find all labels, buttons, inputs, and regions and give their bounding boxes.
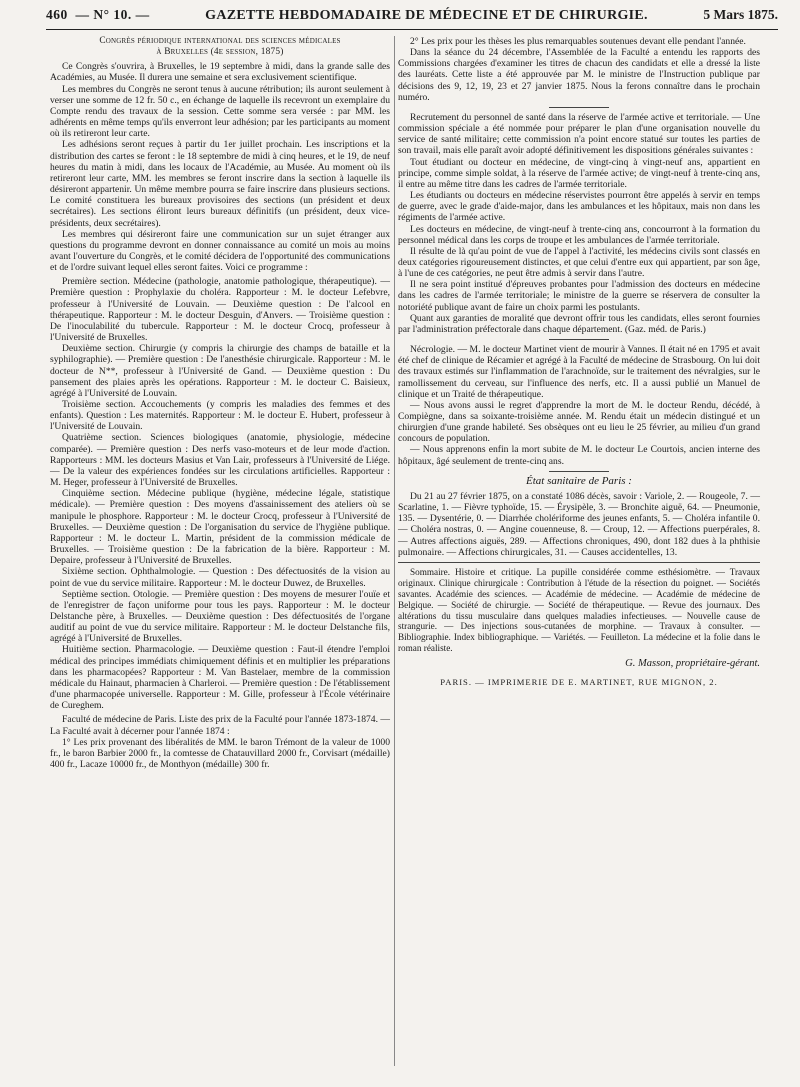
recrutement-paragraph: Recrutement du personnel de santé dans la réserve de l'armée active et territoriale. — Une commission spéciale a été nommée pour préparer le plan d'une organisation nouvelle du service de santé militaire; cette commission n'a point encore statué sur toutes les parties de son travail, mais elle paraît avoir adopté définitivement les dispositions générales suivantes : bbox=[398, 111, 760, 157]
divider bbox=[549, 471, 609, 472]
paragraph: Les membres du Congrès ne seront tenus à aucune rétribution; ils auront seulement à verser une somme de 12 fr. 50 c., en échange de laquelle ils recevront un exemplaire du Compte rendu des travaux de la session. Cette somme sera versée : par MM. les adhérents en même temps qu'ils enverront leur adhésion; par les participants au moment où ils retireront leur carte. bbox=[50, 83, 390, 140]
column-divider bbox=[394, 36, 395, 1066]
paragraph: Ce Congrès s'ouvrira, à Bruxelles, le 19 septembre à midi, dans la grande salle des Académies, au Musée. Il durera une semaine et sera exclusivement scientifique. bbox=[50, 61, 390, 84]
paragraph: Les étudiants ou docteurs en médecine réservistes pourront être appelés à servir en temps de guerre, avec le grade d'aide-major, dans les ambulances et les hôpitaux, mais non dans les régiments de l'armée active. bbox=[398, 190, 760, 224]
section-3-paragraph: Troisième section. Accouchements (y compris les maladies des femmes et des enfants). Question : Les maternités. Rapporteur : M. le docteur E. Hubert, professeur à l'Université de Louvain. bbox=[50, 399, 390, 433]
paragraph: — Nous apprenons enfin la mort subite de M. le docteur Le Courtois, ancien interne des hôpitaux, âgé seulement de trente-cinq ans. bbox=[398, 444, 760, 467]
sommaire-paragraph: Sommaire. Histoire et critique. La pupille considérée comme esthésiomètre. — Travaux originaux. Clinique chirurgicale : Contribution à l'étude de la résection du poignet. — Sociétés savantes. Académie des sciences. — Académie de médecine. — Académie de médecine de Belgique. — Société de chirurgie. — Société de thérapeutique. — Revue des journaux. Des altérations du tissu musculaire dans quelques maladies infectieuses. — Nouvelle cause de strangurie. — Des injections sous-cutanées de morphine. — Travaux à consulter. — Bibliographie. Index bibliographique. — Variétés. — Feuilleton. La médecine et la folie dans le roman réaliste. bbox=[398, 566, 760, 654]
paragraph: Il résulte de là qu'au point de vue de l'appel à l'activité, les médecins civils sont classés en deux catégories rigoureusement distinctes, et que celui d'entre eux qui appartient, par son âge, à l'une de ces catégories, ne peut être admis à servir dans l'autre. bbox=[398, 245, 760, 280]
left-column bbox=[50, 36, 390, 770]
section-8-paragraph: Huitième section. Pharmacologie. — Deuxième question : Faut-il étendre l'emploi médical des principes immédiats chimiquement définis et en multiplier les préparations dans les pharmacopées? Rapporteur : M. Van Bastelaer, membre de la commission médicale du Hainaut, pharmacien à Charleroi. — Première question : De l'établissement d'une pharmacopée universelle. Rapporteur : M. Gille, professeur à l'École vétérinaire de Cureghem. bbox=[50, 644, 390, 712]
section-4-paragraph: Quatrième section. Sciences biologiques (anatomie, physiologie, médecine comparée). — Première question : Des nerfs vaso-moteurs et de leur mode d'action. Rapporteurs : MM. les docteurs Masius et Van Lair, professeurs à l'Université de Liége. — De la valeur des expériences fondées sur les circulations artificielles. Rapporteur : M. Heger, professeur à l'Université de Bruxelles. bbox=[50, 432, 390, 489]
section-2-paragraph: Deuxième section. Chirurgie (y compris la chirurgie des champs de bataille et la syphilographie). — Première question : De l'anesthésie chirurgicale. Rapporteur : M. le docteur de N**, professeur à l'Université de Gand. — Deuxième question : Du pansement des plaies après les opérations. Rapporteur : M. le docteur C. Baisieux, agrégé à l'Université de Louvain. bbox=[50, 343, 390, 399]
divider bbox=[549, 339, 609, 340]
etat-sanitaire-title: État sanitaire de Paris : bbox=[526, 474, 632, 487]
paragraph: Quant aux garanties de moralité que devront offrir tous les candidats, elles seront fournies par l'administration préfectorale dans chaque département. (Gaz. méd. de Paris.) bbox=[398, 312, 760, 335]
page-header bbox=[46, 7, 778, 30]
publisher-signature: G. Masson, propriétaire-gérant. bbox=[625, 658, 760, 670]
paragraph: 2° Les prix pour les thèses les plus remarquables soutenues devant elle pendant l'année. bbox=[410, 36, 746, 47]
etat-sanitaire-paragraph: Du 21 au 27 février 1875, on a constaté 1086 décès, savoir : Variole, 2. — Rougeole, 7. — Scarlatine, 1. — Fièvre typhoïde, 15. — Érysipèle, 3. — Bronchite aiguë, 64. — Pneumonie, 135. — Dysentérie, 0. — Diarrhée cholériforme des jeunes enfants, 5. — Choléra infantile 0. — Choléra nostras, 0. — Angine couenneuse, 8. — Croup, 12. — Affections puerpérales, 8. — Autres affections aiguës, 289. — Affections chroniques, 490, dont 182 dues à la phthisie pulmonaire. — Affections chirurgicales, 31. — Causes accidentelles, 13. bbox=[398, 490, 760, 558]
section-1-paragraph: Première section. Médecine (pathologie, anatomie pathologique, thérapeutique). — Première question : Prophylaxie du choléra. Rapporteur : M. le docteur Lefebvre, professeur à l'Université de Louvain. — Deuxième question : De l'alcool en thérapeutique. Rapporteur : M. le docteur Desguin, d'Anvers. — Troisième question : De l'inoculabilité du tubercule. Rapporteur : M. le docteur Crocq, professeur à l'Université de Bruxelles. bbox=[50, 276, 390, 344]
paragraph: Les membres qui désireront faire une communication sur un sujet étranger aux questions du programme devront en donner connaissance au comité un mois au moins avant l'ouverture du Congrès, et le comité décidera de l'opportunité des communications et de l'ordre suivant lequel elles seront faites. Voici ce programme : bbox=[50, 228, 390, 274]
prix-paragraph: 1° Les prix provenant des libéralités de MM. le baron Trémont de la valeur de 1000 fr., le baron Barbier 2000 fr., la comtesse de Chatauvillard 2000 fr., Corvisart (médaille) 400 fr., Lacaze 10000 fr., de Monthyon (médaille) 300 fr. bbox=[50, 736, 390, 770]
necrologie-paragraph: Nécrologie. — M. le docteur Martinet vient de mourir à Vannes. Il était né en 1795 et avait été chef de clinique de Récamier et agrégé à la Faculté de médecine de Strasbourg. On lui doit des travaux estimés sur l'inflammation de l'arachnoïde, sur le traitement des névralgies, sur le ramollissement du cerveau, sur l'influence des nerfs, etc. Il a aussi publié un Manuel de clinique et un Traité de thérapeutique. bbox=[398, 344, 760, 400]
section-5-paragraph: Cinquième section. Médecine publique (hygiène, médecine légale, statistique médicale). — Première question : Des moyens d'assainissement des ateliers où se manipule le phosphore. Rapporteur : M. le docteur Crocq, professeur à l'Université de Bruxelles. — Deuxième question : De l'organisation du service de l'hygiène publique. Rapporteur : M. le docteur L. Martin, président de la commission médicale de Bruxelles. — Troisième question : De la fabrication de la bière. Rapporteur : M. Depaire, professeur à l'Université de Bruxelles. bbox=[50, 488, 390, 567]
printer-imprint: PARIS. — IMPRIMERIE DE E. MARTINET, RUE MIGNON, 2. bbox=[440, 677, 718, 688]
paragraph: Il ne sera point institué d'épreuves probantes pour l'admission des docteurs en médecine dans les cadres de l'armée territoriale; le ministre de la guerre se réservera de consulter la notoriété publique avant de faire un choix parmi les postulants. bbox=[398, 279, 760, 313]
issue-date: 5 Mars 1875. bbox=[703, 7, 778, 22]
divider bbox=[398, 562, 760, 563]
congress-title-line-2: à Bruxelles (4e session, 1875) bbox=[156, 47, 284, 58]
section-7-paragraph: Septième section. Otologie. — Première question : Des moyens de mesurer l'ouïe et de l'enregistrer de façon uniforme pour tous les pays. Rapporteur : M. le docteur Delstanche père, à Bruxelles. — Deuxième question : Des défectuosités de l'organe auditif au point de vue du service militaire. Rapporteur : M. le docteur Delstanche fils, agrégé à l'Université de Bruxelles. bbox=[50, 588, 390, 645]
paragraph: Les docteurs en médecine, de vingt-neuf à trente-cinq ans, concourront à la formation du personnel médical dans les corps de troupe et les ambulances de l'armée territoriale. bbox=[398, 223, 760, 246]
congress-heading bbox=[50, 36, 390, 58]
paragraph: Dans la séance du 24 décembre, l'Assemblée de la Faculté a entendu les rapports des Commissions chargées d'examiner les titres de chacun des candidats et elle a dressé la liste des lauréats. Cette liste a été approuvée par M. le ministre de l'Instruction publique par décisions des 9, 12, 19, 23 et 27 janvier 1875. Nous la ferons connaître dans le prochain numéro. bbox=[398, 47, 760, 103]
faculte-paragraph: Faculté de médecine de Paris. Liste des prix de la Faculté pour l'année 1873-1874. — La Faculté avait à décerner pour l'année 1874 : bbox=[50, 714, 390, 737]
right-column bbox=[398, 36, 760, 688]
paragraph: Tout étudiant ou docteur en médecine, de vingt-cinq à vingt-neuf ans, appartient en principe, comme simple soldat, à la réserve de l'armée active; de vingt-neuf à trente-cinq ans, il entre au même titre dans les cadres de l'armée territoriale. bbox=[398, 156, 760, 190]
paragraph: Les adhésions seront reçues à partir du 1er juillet prochain. Les inscriptions et la distribution des cartes se feront : le 18 septembre de midi à cinq heures, et le 19, de neuf heures du matin à midi, dans les locaux de l'Académie, au Musée. Au moment où ils retireront leur carte, MM. les membres se feront inscrire dans la section à laquelle ils désireront appartenir. Un même membre pourra se faire inscrire dans plusieurs sections. Le comité constituera les bureaux provisoires des sections (un président et deux secrétaires). Les sections éliront leurs bureaux définitifs (un président, deux vice-présidents, deux secrétaires). bbox=[50, 139, 390, 229]
congress-title-line-1: Congrès périodique international des sciences médicales bbox=[99, 36, 341, 46]
journal-title: GAZETTE HEBDOMADAIRE DE MÉDECINE ET DE CHIRURGIE. bbox=[205, 8, 648, 23]
section-6-paragraph: Sixième section. Ophthalmologie. — Question : Des défectuosités de la vision au point de vue du service militaire. Rapporteur : M. le docteur Duwez, de Bruxelles. bbox=[50, 566, 390, 589]
paragraph: — Nous avons aussi le regret d'apprendre la mort de M. le docteur Rendu, décédé, à Compiègne, dans sa soixante-troisième année. M. Rendu était un médecin distingué et un chirurgien d'une grande habileté. Ses obsèques ont eu lieu le 25 février, au milieu d'un grand concours de population. bbox=[398, 399, 760, 445]
page-number: 460 — N° 10. — bbox=[46, 7, 150, 22]
divider bbox=[549, 107, 609, 108]
